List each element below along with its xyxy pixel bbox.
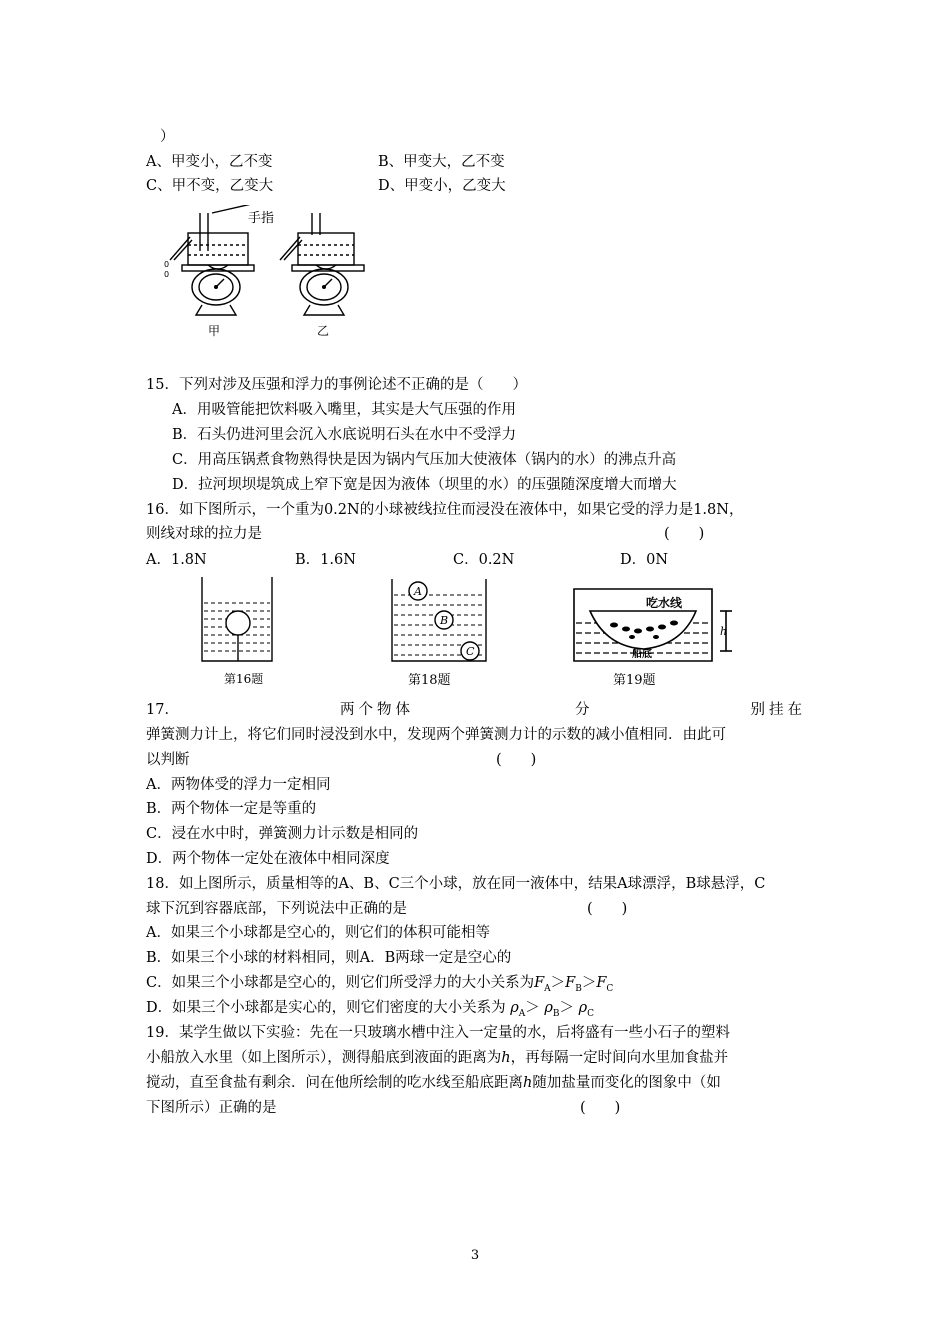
q15-option-b: B．石头仍进河里会沉入水底说明石头在水中不受浮力	[172, 427, 517, 443]
q17-stem-3: 以判断	[146, 752, 190, 768]
q14-option-c: C、甲不变，乙变大	[146, 178, 274, 194]
q19-line-1: 19．某学生做以下实验：先在一只玻璃水槽中注入一定量的水，后将盛有一些小石子的塑料	[146, 1025, 730, 1041]
waterline-label: 吃水线	[646, 596, 683, 610]
q18-option-b: B．如果三个小球的材料相同，则A．B两球一定是空心的	[146, 950, 512, 966]
h-symbol: h	[501, 1050, 511, 1066]
ball-a-label: A	[414, 585, 422, 598]
fig16-caption: 第16题	[224, 672, 264, 686]
yi-label: 乙	[317, 324, 330, 338]
gt-1: ＞	[525, 1000, 540, 1016]
q19-line-3	[146, 1073, 721, 1093]
q19-line-3a: 搅动，直至食盐有剩余．问在他所绘制的吃水线至船底距离	[146, 1075, 523, 1091]
q17-option-d: D．两个物体一定处在液体中相同深度	[146, 851, 390, 867]
q15-option-d: D．拉河坝坝堤筑成上窄下宽是因为液体（坝里的水）的压强随深度增大而增大	[172, 477, 677, 493]
q15-option-c: C．用高压锅煮食物熟得快是因为锅内气压加大使液体（锅内的水）的沸点升高	[172, 452, 677, 468]
svg-text:0: 0	[164, 260, 170, 269]
q17-word-1: 两个物体	[339, 702, 414, 718]
rho-symbol: ρ	[544, 1000, 553, 1016]
q14-option-d: D、甲变小，乙变大	[378, 178, 506, 194]
fig19-caption: 第19题	[613, 673, 656, 688]
page-number: 3	[470, 1248, 480, 1263]
h-symbol: h	[523, 1075, 533, 1091]
boat-bottom-label: 船底	[632, 649, 652, 660]
q18-stem-1: 18．如上图所示，质量相等的A、B、C三个小球，放在同一液体中，结果A球漂浮，B球悬浮，C	[146, 876, 766, 892]
q19-line-2	[146, 1048, 728, 1068]
q16-option-c: C．0.2N	[453, 552, 515, 568]
rho-symbol: ρ	[578, 1000, 588, 1016]
h-label: h	[720, 625, 728, 638]
fig16-container-ball	[192, 575, 282, 665]
finger-label: 手指	[248, 211, 275, 226]
q16-option-a: A．1.8N	[146, 552, 207, 568]
jia-label: 甲	[208, 324, 221, 338]
q16-stem-1: 16．如下图所示，一个重为0.2N的小球被线拉住而浸没在液体中，如果它受的浮力是1.8N，	[146, 502, 744, 518]
q16-answer-paren: ( )	[664, 526, 705, 542]
q17-word-3: 别挂在	[750, 702, 806, 718]
sub-a: A	[544, 983, 551, 994]
q14-option-b: B、甲变大，乙不变	[378, 154, 505, 170]
gt-2: ＞	[559, 1000, 575, 1016]
sub-a: A	[518, 1008, 526, 1019]
ball-b-label: B	[440, 614, 449, 627]
q14-option-a: A、甲变小，乙不变	[146, 154, 273, 170]
sub-b: B	[575, 983, 582, 994]
q17-option-a: A．两物体受的浮力一定相同	[146, 777, 331, 793]
q19-line-3b: 随加盐量而变化的图象中（如	[532, 1075, 721, 1091]
q16-stem-2: 则线对球的拉力是	[146, 526, 262, 542]
fig18-caption: 第18题	[408, 673, 451, 688]
q18-option-c-text: C．如果三个小球都是空心的，则它们所受浮力的大小关系为	[146, 975, 535, 991]
fig18-container-balls	[390, 577, 490, 667]
sub-c: C	[606, 983, 614, 994]
q17-option-b: B．两个物体一定是等重的	[146, 801, 317, 817]
ball-c-label: C	[466, 645, 475, 658]
f-symbol: F	[534, 975, 545, 991]
q16-option-d: D．0N	[620, 552, 669, 568]
q17-answer-paren: ( )	[496, 752, 537, 768]
q19-line-2b: ，再每隔一定时间向水里加食盐并	[510, 1050, 729, 1066]
q17-stem-2: 弹簧测力计上，将它们同时浸没到水中，发现两个弹簧测力计的示数的减小值相同．由此可	[146, 727, 726, 743]
q18-option-c	[146, 973, 613, 999]
q17-stem-1	[146, 700, 806, 720]
f-symbol: F	[596, 975, 607, 991]
q18-stem-2: 球下沉到容器底部，下列说法中正确的是	[146, 901, 407, 917]
gt-2: ＞	[581, 975, 597, 991]
q17-option-c: C．浸在水中时，弹簧测力计示数是相同的	[146, 826, 419, 842]
q14-stem-tail: ）	[160, 129, 175, 145]
q18-option-a: A．如果三个小球都是空心的，则它们的体积可能相等	[146, 925, 490, 941]
q15-option-a: A．用吸管能把饮料吸入嘴里，其实是大气压强的作用	[172, 402, 516, 418]
svg-text:0: 0	[164, 270, 170, 279]
q16-option-b: B．1.6N	[295, 552, 356, 568]
sub-c: C	[587, 1008, 595, 1019]
q17-number: 17．	[146, 702, 179, 718]
q19-line-4: 下图所示）正确的是	[146, 1100, 277, 1116]
q18-option-d	[146, 998, 594, 1024]
q17-word-2: 分	[574, 702, 590, 718]
fig19-boat-tank	[570, 585, 740, 665]
f-symbol: F	[565, 975, 576, 991]
q19-answer-paren: ( )	[580, 1100, 621, 1116]
gt-1: ＞	[550, 975, 566, 991]
rho-symbol: ρ	[510, 1000, 519, 1016]
q18-answer-paren: ( )	[587, 901, 628, 917]
sub-b: B	[552, 1008, 560, 1019]
q18-option-d-text: D．如果三个小球都是实心的，则它们密度的大小关系为	[146, 1000, 506, 1016]
q15-stem: 15．下列对涉及压强和浮力的事例论述不正确的是（ ）	[146, 377, 527, 393]
q19-line-2a: 小船放入水里（如上图所示），测得船底到液面的距离为	[146, 1050, 502, 1066]
